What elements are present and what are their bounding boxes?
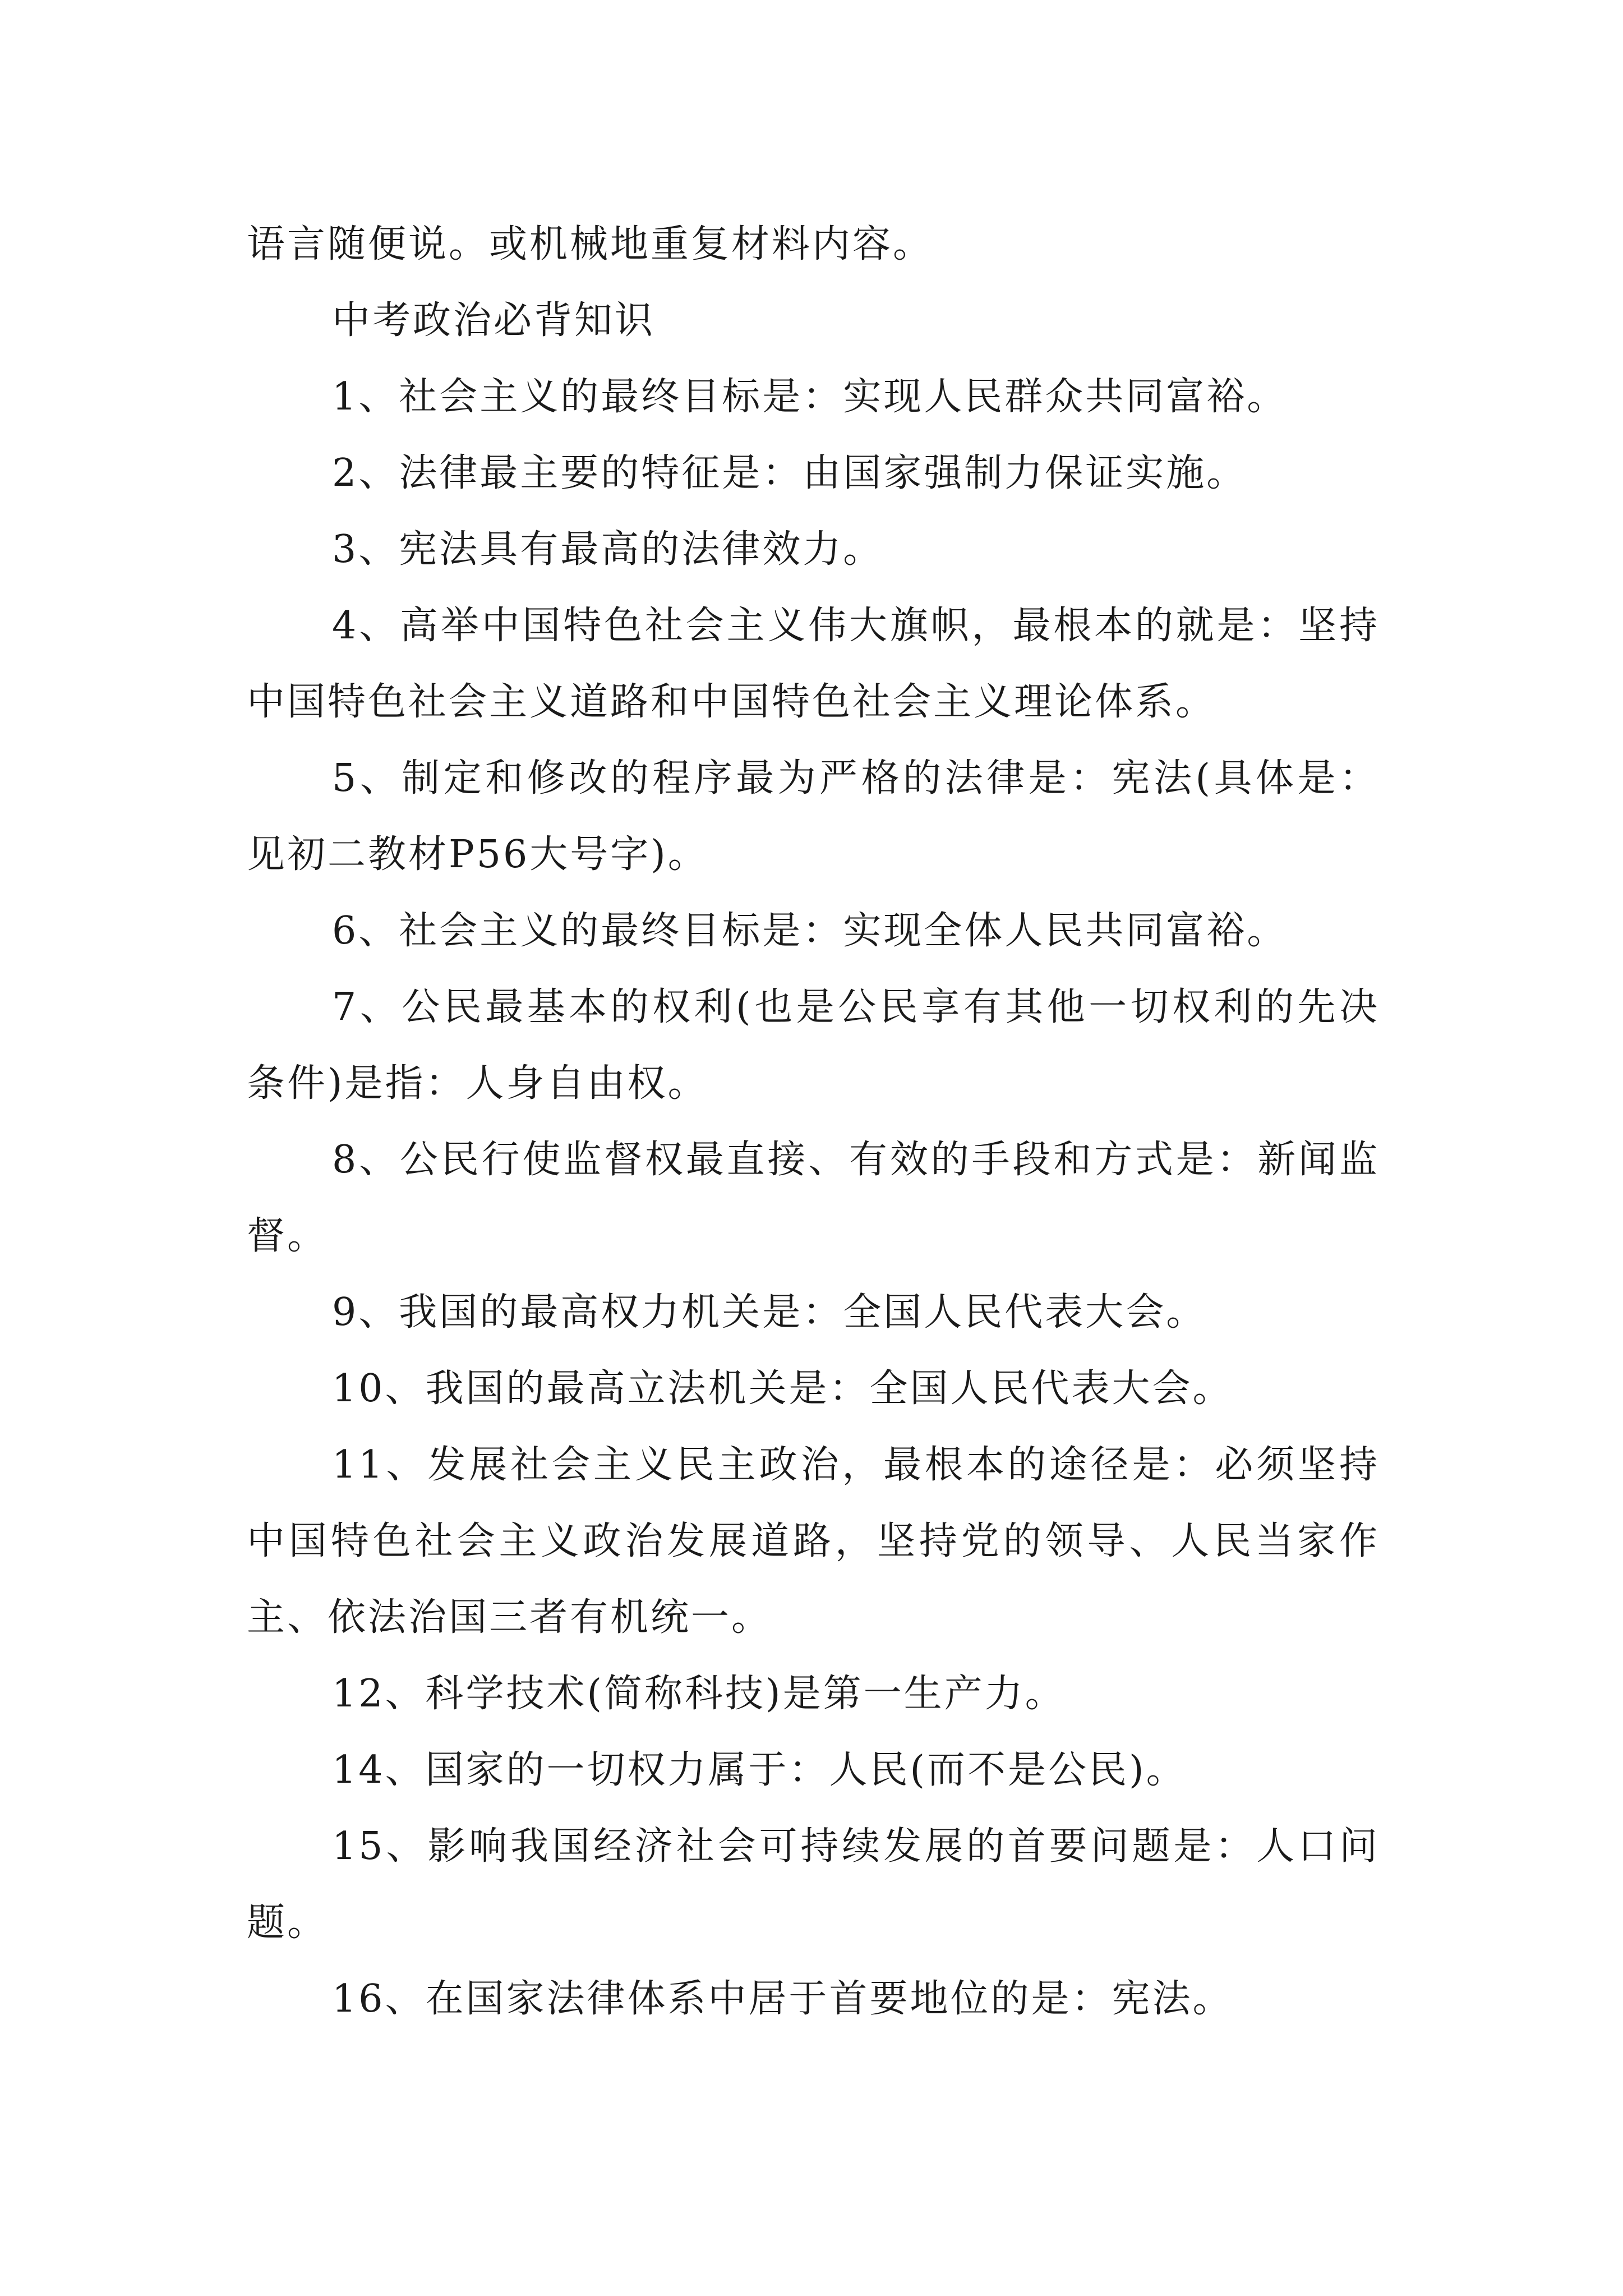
list-item: 16、在国家法律体系中居于首要地位的是：宪法。 <box>332 1977 1233 2021</box>
body-text <box>247 206 1380 2037</box>
list-item: 10、我国的最高立法机关是：全国人民代表大会。 <box>332 1366 1233 1411</box>
list-item: 14、国家的一切权力属于：人民(而不是公民)。 <box>332 1748 1187 1792</box>
list-item: 12、科学技术(简称科技)是第一生产力。 <box>332 1672 1066 1716</box>
list-item: 5、制定和修改的程序最为严格的法律是：宪法(具体是：见初二教材P56大号字)。 <box>247 756 1380 877</box>
section-heading: 中考政治必背知识 <box>332 298 656 343</box>
list-item: 2、法律最主要的特征是：由国家强制力保证实施。 <box>332 451 1247 495</box>
list-item: 7、公民最基本的权利(也是公民享有其他一切权利的先决条件)是指：人身自由权。 <box>247 985 1380 1106</box>
list-item: 4、高举中国特色社会主义伟大旗帜，最根本的就是：坚持中国特色社会主义道路和中国特色社会主义理论体系。 <box>247 604 1380 724</box>
paragraph-continuation: 语言随便说。或机械地重复材料内容。 <box>247 222 934 266</box>
list-item: 6、社会主义的最终目标是：实现全体人民共同富裕。 <box>332 909 1288 953</box>
list-item: 11、发展社会主义民主政治，最根本的途径是：必须坚持中国特色社会主义政治发展道路，坚持党的领导、人民当家作主、依法治国三者有机统一。 <box>247 1443 1380 1640</box>
list-item: 15、影响我国经济社会可持续发展的首要问题是：人口问题。 <box>247 1824 1380 1945</box>
list-item: 1、社会主义的最终目标是：实现人民群众共同富裕。 <box>332 375 1288 419</box>
list-item: 8、公民行使监督权最直接、有效的手段和方式是：新闻监督。 <box>247 1138 1380 1258</box>
list-item: 3、宪法具有最高的法律效力。 <box>332 527 884 572</box>
list-item: 9、我国的最高权力机关是：全国人民代表大会。 <box>332 1290 1207 1335</box>
